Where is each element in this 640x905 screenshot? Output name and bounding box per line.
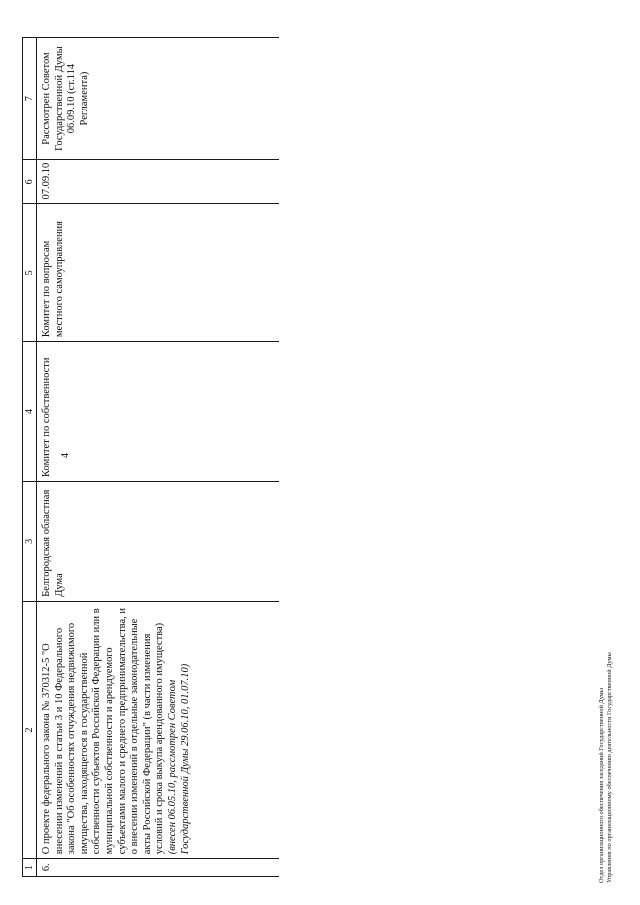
row-number: 6.: [37, 859, 280, 877]
bill-title: О проекте федерального закона № 370312-5 "О внесении изменений в статьи 3 и 10 Федерального закона "Об особенностях отчуждения недвижимого имущества, находящегося в государственной собственности субъектов Российской Федерации или в муниципальной собственности и арендуемого субъектами малого и среднего предпринимательства, и о внесении изменений в отдельные законодательные акты Российской Федерации" (в части изменения условий и срока выкупа арендованного имущества): [41, 607, 166, 855]
table-header-row: [23, 38, 37, 877]
bill-cell: [37, 601, 280, 858]
page-number: 4: [60, 453, 71, 458]
initiator-cell: Белгородская областная Дума: [37, 481, 280, 601]
bill-note: (внесен 06.05.10, рассмотрен Советом Государственной Думы 29.06.10, 01.07.10): [166, 663, 191, 855]
column-header: 7: [23, 38, 37, 160]
table-row: [37, 38, 280, 877]
column-header: 4: [23, 342, 37, 482]
column-header: 3: [23, 481, 37, 601]
column-header: 5: [23, 204, 37, 342]
column-header: 2: [23, 601, 37, 858]
coexecutor-committee-cell: Комитет по вопросам местного самоуправления: [37, 204, 280, 342]
decision-cell: Рассмотрен Советом Государственной Думы 06.09.10 (ст.114 Регламента): [37, 38, 280, 160]
footer-line-1: Отдел организационного обеспечения заседаний Государственной Думы: [598, 688, 605, 883]
footer: [598, 652, 614, 883]
footer-line-2: Управления по организационному обеспечению деятельности Государственной Думы: [606, 652, 613, 883]
agenda-table: [22, 37, 279, 877]
responsible-committee-cell: Комитет по собственности: [37, 342, 280, 482]
column-header: 1: [23, 859, 37, 877]
date-cell: 07.09.10: [37, 160, 280, 204]
column-header: 6: [23, 160, 37, 204]
